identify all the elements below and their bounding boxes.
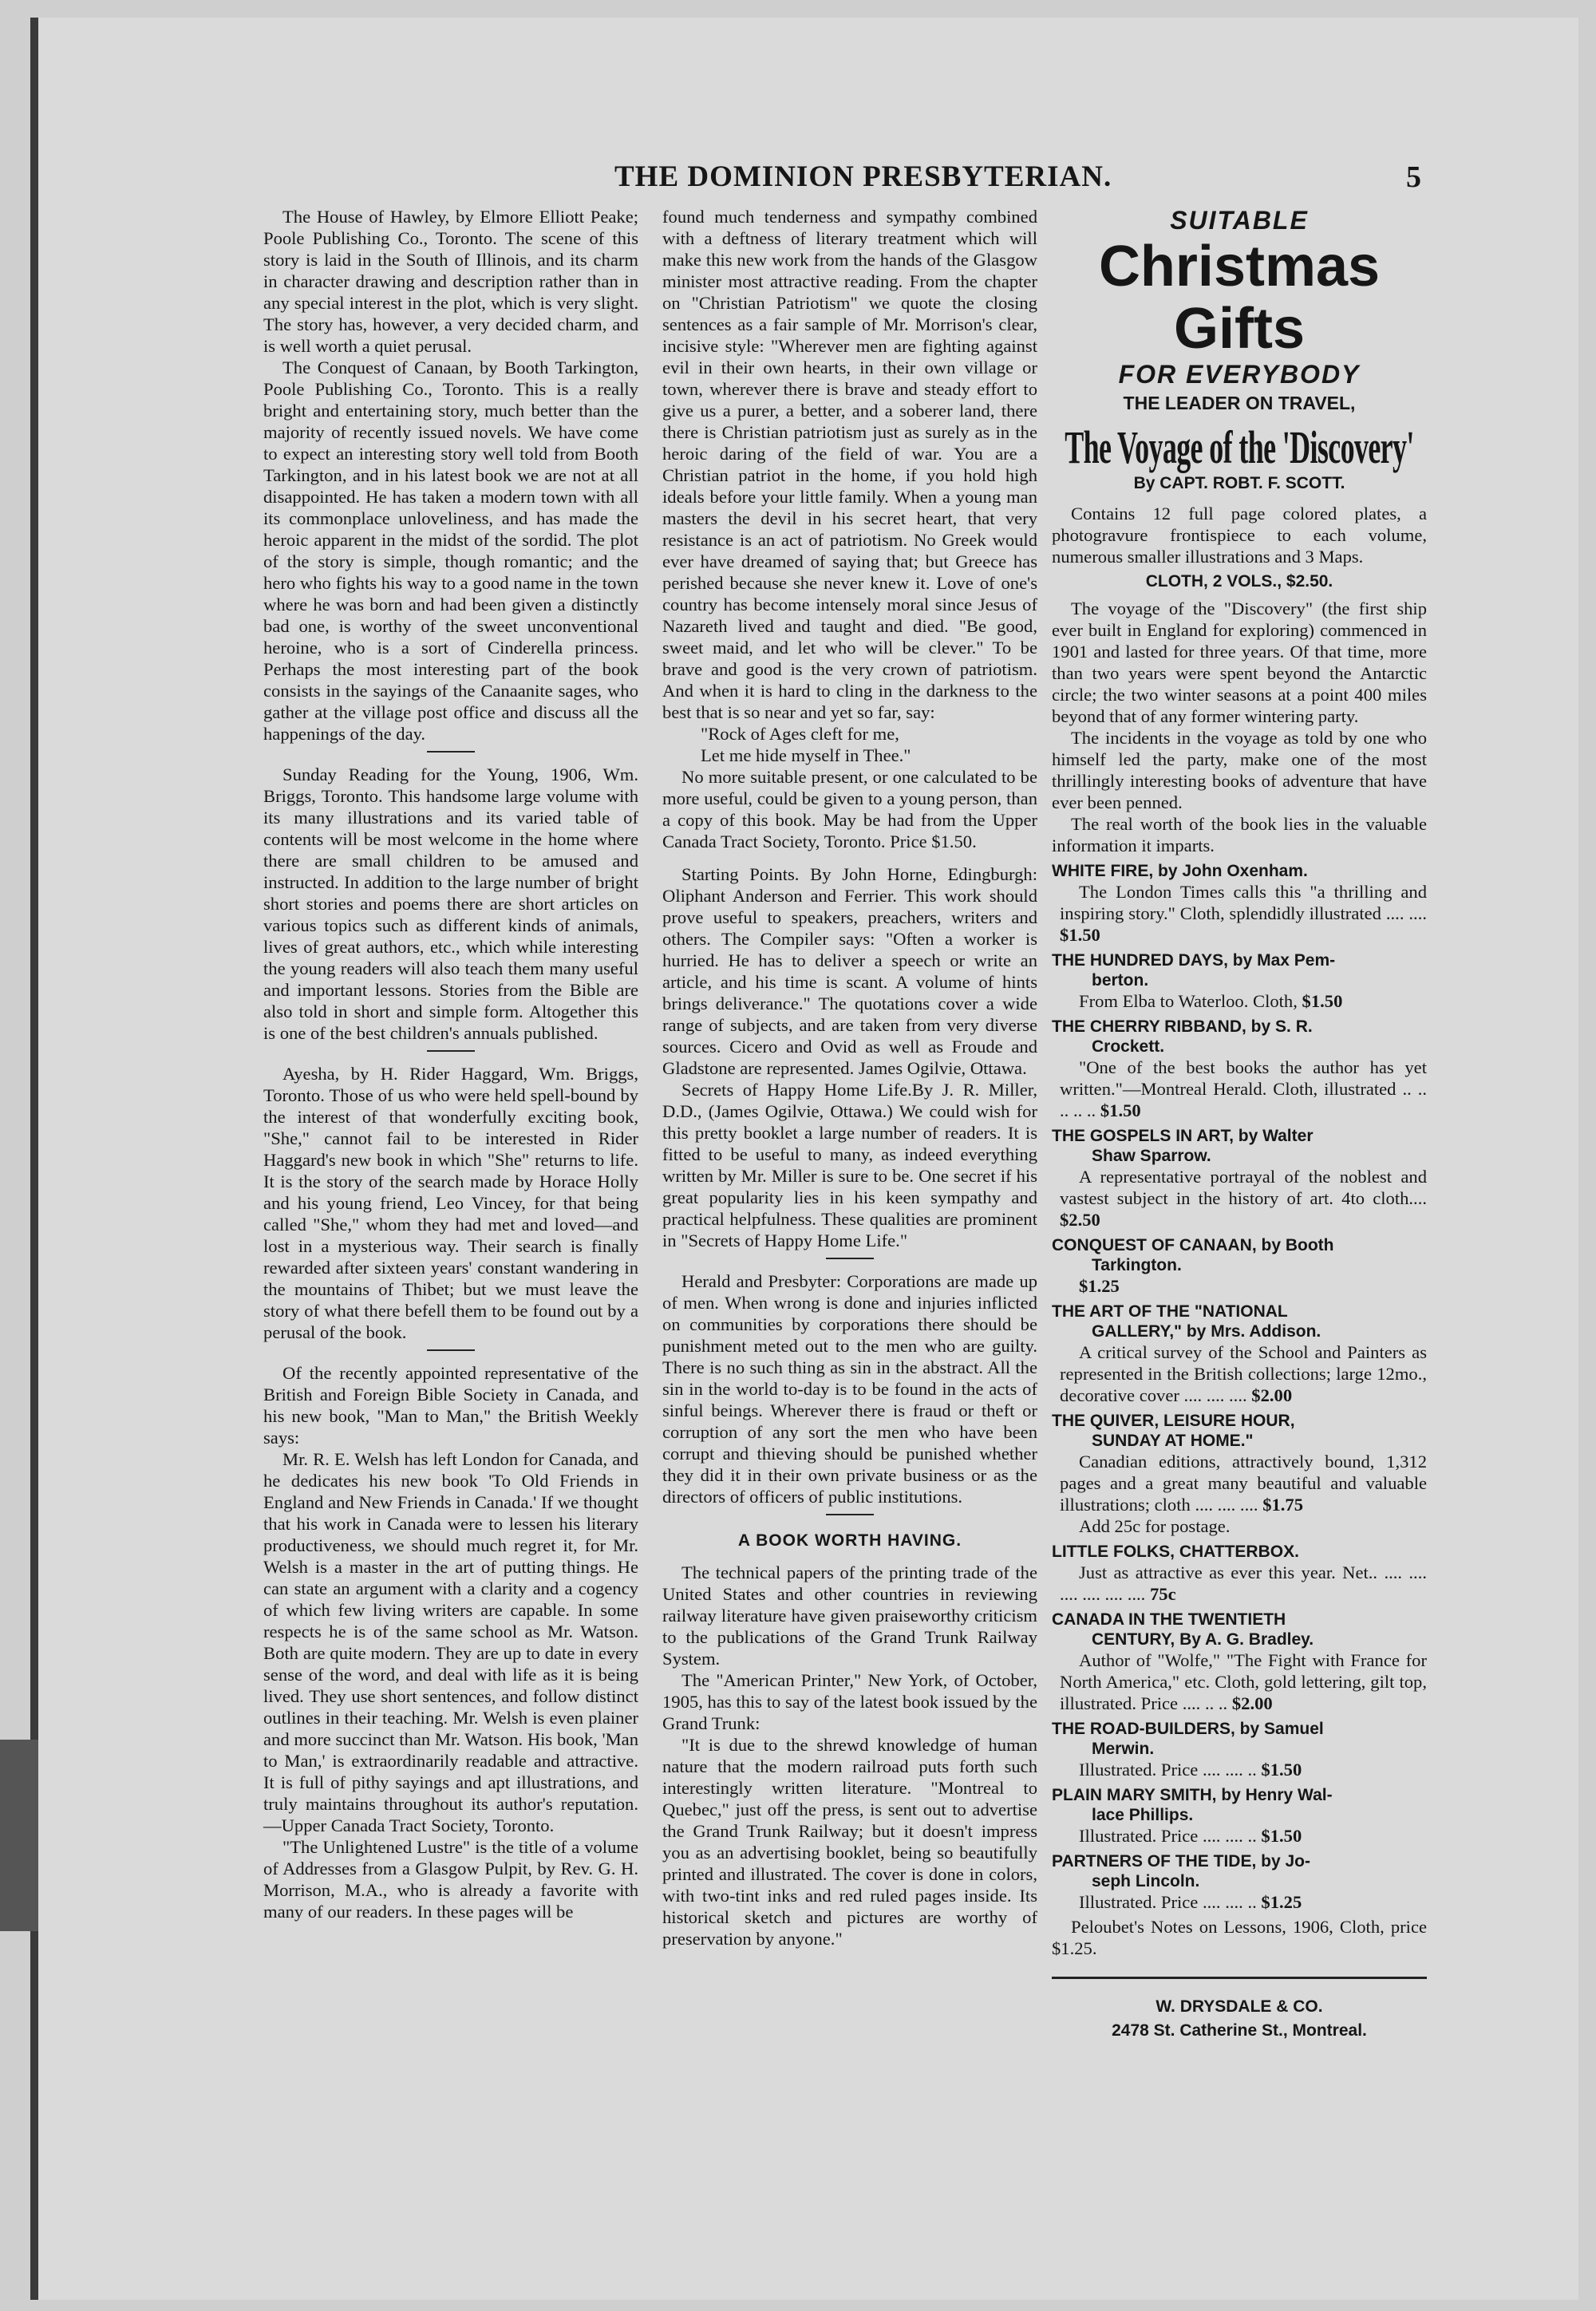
review-secrets-happy-home: Secrets of Happy Home Life.By J. R. Miller, D.D., (James Ogilvie, Ottawa.) We could wish for this pretty booklet a large number of readers. It is fitted to be useful to many, as indeed everything written by Mr. Miller is sure to be. One secret if his great popularity lies in his keen sympathy and practical helpfulness. These qualities are prominent in "Secrets of Happy Home Life." [662, 1080, 1037, 1250]
ad-book-price: $1.25 [1261, 1892, 1302, 1912]
ad-christmas: Christmas [1098, 235, 1381, 298]
ad-book-title-line1: CANADA IN THE TWENTIETH [1052, 1610, 1286, 1629]
ad-voyage-title: The Voyage of the 'Discovery' [1065, 421, 1414, 473]
ad-book-title-line2: Shaw Sparrow. [1092, 1147, 1211, 1165]
review-conquest-of-canaan: The Conquest of Canaan, by Booth Tarkington, Poole Publishing Co., Toronto. This is a really bright and entertaining story, much better than the majority of recently issued novels. We have come to expect an interesting story well told from Booth Tarkington, and in his latest book we are not at all disappointed. He has taken a modern town with all its commonplace unloveliness, and has made the heroic apparent in the midst of the sordid. The plot of the story is simple, though romantic; and the hero who fights his way to a good name in the town where he was born and had been given a distinctly bad one, is worthy of the sweet unconventional heroine, who is a sort of Cinderella princess. Perhaps the most interesting part of the book consists in the sayings of the Canaanite sages, who gather at the village post office and discuss all the happenings of the day. [263, 358, 638, 744]
section-rule [826, 1258, 874, 1259]
ad-book-title-line2: Tarkington. [1092, 1256, 1182, 1274]
section-rule [427, 751, 475, 753]
review-house-of-hawley: The House of Hawley, by Elmore Elliott Peake; Poole Publishing Co., Toronto. The scene of this story is laid in the South of Illinois, and its charm in character drawing and description rather than in any special interest in the plot, which is very slight. The story has, however, a very decided charm, and is well worth a quiet perusal. [263, 207, 638, 356]
ad-book-title [1052, 1542, 1427, 1562]
ad-book-description [1052, 1166, 1427, 1231]
review-lustre-price: No more suitable present, or one calculated to be more useful, could be given to a young person, than a copy of this book. May be had from the Upper Canada Tract Society, Toronto. Price $1.50. [662, 767, 1037, 851]
ad-book-description [1052, 990, 1427, 1012]
ad-book-desc-text: "One of the best books the author has yet written."—Montreal Herald. Cloth, illustrated .. .. .. .. .. [1060, 1057, 1427, 1120]
ad-address: 2478 St. Catherine St., Montreal. [1112, 2021, 1367, 2040]
spacer [662, 852, 1037, 863]
page-edge-shadow [30, 18, 38, 2300]
ad-book-price: $1.75 [1262, 1495, 1304, 1515]
ad-book-entry [1052, 1302, 1427, 1406]
ad-book-price: $1.50 [1060, 925, 1100, 945]
ad-book-title [1052, 950, 1427, 990]
ad-book-title-line2: GALLERY," by Mrs. Addison. [1092, 1322, 1321, 1341]
ad-book-entry [1052, 950, 1427, 1012]
ad-book-title [1052, 1610, 1427, 1649]
ad-headline [1052, 206, 1427, 493]
book-worth-p3: "It is due to the shrewd knowledge of human nature that the modern railroad puts forth such interestingly written literature. "Montreal to Quebec," just off the press, is sent out to advertise the Grand Trunk Railway; but it doesn't impress you as an advertising booklet, being so beautifully printed and illustrated. The cover is done in colors, with two-tint inks and red ruled pages inside. Its historical sketch and pictures are worthy of preservation by anyone." [662, 1735, 1037, 1949]
ad-suitable: SUITABLE [1170, 206, 1309, 235]
ad-book-desc-text: The London Times calls this "a thrilling and inspiring story." Cloth, splendidly illustrated .... .... [1060, 882, 1427, 923]
ad-book-title-line1: THE ART OF THE "NATIONAL [1052, 1302, 1288, 1321]
ad-book-entry [1052, 861, 1427, 946]
ad-book-title [1052, 1851, 1427, 1891]
review-lustre-continued: found much tenderness and sympathy combined with a deftness of literary treatment which will make this new work from the hands of the Glasgow minister most attractive reading. From the chapter on "Christian Patriotism" we quote the closing sentences as a fair sample of Mr. Morrison's clear, incisive style: "Wherever men are fighting against evil in their own hearts, in their own village or town, wherever there is brave and steady effort to give us a purer, a better, and a soberer land, there there is Christian patriotism just as surely as in the heroic daring of the field of war. You are a Christian patriot in the home, if you hold high ideals before your little family. When a young man masters the devil in his secret heart, that very resistance is an act of patriotism. No Greek would ever have dreamed of saying that; but Greece has perished because she never knew it. Love of one's country has become intensely moral since Jesus of Nazareth lived and taught and died. "Be good, sweet maid, and let who will be clever." To be brave and good is the very crown of patriotism. And when it is hard to cling in the darkness to the best that is so near and yet so far, say: [662, 207, 1037, 722]
section-heading-book-worth-having: A BOOK WORTH HAVING. [737, 1531, 962, 1550]
ad-book-title [1052, 1126, 1427, 1166]
ad-book-description [1052, 1451, 1427, 1515]
section-rule [427, 1050, 475, 1052]
section-rule [427, 1349, 475, 1351]
ad-book-entry [1052, 1411, 1427, 1515]
review-ayesha: Ayesha, by H. Rider Haggard, Wm. Briggs, Toronto. Those of us who were held spell-bound by the interest of that wonderfully exciting book, "She," cannot fail to be interested in Rider Haggard's new book in which "She" returns to life. It is the story of the search made by Horace Holly and his young friend, Leo Vincey, for that being called "She," whom they had met and loved—and lost in a mysterious way. Their search is finally rewarded after sixteen years' constant wandering in the mountains of Thibet; but we must leave the story of what there befell them to be found out by a perusal of the book. [263, 1064, 638, 1342]
book-worth-p2: The "American Printer," New York, of October, 1905, has this to say of the latest book issued by the Grand Trunk: [662, 1670, 1037, 1733]
ad-book-price: $1.50 [1261, 1826, 1302, 1846]
ad-book-title-line2: SUNDAY AT HOME." [1092, 1432, 1254, 1450]
ad-book-title-line2: Merwin. [1092, 1740, 1155, 1758]
ad-book-price: 75c [1149, 1584, 1176, 1604]
ad-book-description [1052, 1759, 1427, 1780]
review-unlightened-lustre: "The Unlightened Lustre" is the title of a volume of Addresses from a Glasgow Pulpit, by Rev. G. H. Morrison, M.A., who is already a favorite with many of our readers. In these pages will be [263, 1837, 638, 1922]
ad-book-title [1052, 1302, 1427, 1341]
ad-book-title [1052, 1719, 1427, 1759]
ad-book-title-line1: THE QUIVER, LEISURE HOUR, [1052, 1412, 1295, 1430]
ad-book-price: $1.50 [1261, 1760, 1302, 1780]
ad-book-title [1052, 1411, 1427, 1451]
ad-voyage-contents: Contains 12 full page colored plates, a photogravure frontispiece to each volume, numerous smaller illustrations and 3 Maps. [1052, 504, 1427, 567]
ad-book-desc-text: Just as attractive as ever this year. Net.. .... .... .... .... .... .... [1060, 1562, 1427, 1604]
ad-divider [1052, 1977, 1427, 1979]
ad-book-title [1052, 861, 1427, 881]
ad-book-desc-text: Add 25c for postage. [1079, 1516, 1231, 1536]
ad-book-title-line1: THE HUNDRED DAYS, by Max Pem- [1052, 951, 1336, 970]
ad-peloubet: Peloubet's Notes on Lessons, 1906, Cloth, price $1.25. [1052, 1917, 1427, 1958]
advertisement-column [1052, 206, 1427, 2043]
ad-book-description [1052, 1825, 1427, 1847]
ad-book-title-line2: berton. [1092, 971, 1149, 990]
ad-voyage-p2: The incidents in the voyage as told by one who himself led the party, make one of the most thrillingly interesting books of adventure that have ever been penned. [1052, 728, 1427, 812]
ad-book-desc-text: Illustrated. Price .... .... .. [1079, 1892, 1257, 1912]
ad-voyage-p1: The voyage of the "Discovery" (the first ship ever built in England for exploring) commenced in 1901 and lasted for three years. Of that time, more than two years were spent beyond the Antarctic circle; the two winter seasons at a point 400 miles beyond that of any former wintering party. [1052, 598, 1427, 726]
ad-book-desc-text: From Elba to Waterloo. Cloth, [1079, 991, 1298, 1011]
ad-book-title-line1: PARTNERS OF THE TIDE, by Jo- [1052, 1852, 1310, 1871]
ad-book-entry [1052, 1851, 1427, 1913]
section-rule [826, 1514, 874, 1515]
ad-book-title-line1: CONQUEST OF CANAAN, by Booth [1052, 1236, 1334, 1254]
ad-book-desc-text: Canadian editions, attractively bound, 1,312 pages and a great many beautiful and valuable illustrations; cloth .... .... .... [1060, 1452, 1427, 1515]
ad-book-entry [1052, 1785, 1427, 1847]
ad-book-description [1052, 1341, 1427, 1406]
ad-book-desc-text: A representative portrayal of the noblest and vastest subject in the history of art. 4to cloth.... [1060, 1167, 1427, 1208]
masthead-title: THE DOMINION PRESBYTERIAN. [614, 160, 1112, 193]
ad-book-title-line1: PLAIN MARY SMITH, by Henry Wal- [1052, 1786, 1333, 1804]
binding-fold [0, 1740, 38, 1931]
ad-book-desc-text: Illustrated. Price .... .... .. [1079, 1826, 1257, 1846]
column-1 [263, 206, 638, 1922]
ad-book-description [1052, 1515, 1427, 1537]
ad-book-description [1052, 1275, 1427, 1297]
ad-book-entry [1052, 1515, 1427, 1537]
ad-book-entry [1052, 1610, 1427, 1714]
ad-book-price: $1.50 [1100, 1100, 1141, 1120]
ad-book-title-line2: seph Lincoln. [1092, 1872, 1200, 1890]
ad-book-price: $2.00 [1251, 1385, 1293, 1405]
ad-book-desc-text: Illustrated. Price .... .... .. [1079, 1760, 1257, 1780]
ad-book-title-line1: THE ROAD-BUILDERS, by Samuel [1052, 1720, 1324, 1738]
ad-voyage-p3: The real worth of the book lies in the valuable information it imparts. [1052, 814, 1427, 855]
ad-book-entry [1052, 1719, 1427, 1780]
ad-book-price: $2.00 [1231, 1693, 1273, 1713]
ad-book-title [1052, 1017, 1427, 1057]
ad-book-entry [1052, 1017, 1427, 1121]
ad-book-entry [1052, 1542, 1427, 1605]
ad-book-title-line1: THE CHERRY RIBBAND, by S. R. [1052, 1017, 1313, 1036]
ad-book-title-line2: Crockett. [1092, 1037, 1165, 1056]
review-sunday-reading: Sunday Reading for the Young, 1906, Wm. Briggs, Toronto. This handsome large volume with its many illustrations and its varied table of contents will be most welcome in the home where there are small children to be amused and instructed. In addition to the large number of bright short stories and poems there are short articles on various topics such as different kinds of animals, lives of great authors, etc., which while interesting the young readers will also teach them many useful and important lessons. Stories from the Bible are also told in short and simple form. Altogether this is one of the best children's annuals published. [263, 764, 638, 1043]
review-man-to-man-intro: Of the recently appointed representative of the British and Foreign Bible Society in Canada, and his new book, "Man to Man," the British Weekly says: [263, 1363, 638, 1448]
ad-book-title [1052, 1235, 1427, 1275]
ad-book-title-line2: lace Phillips. [1092, 1806, 1194, 1824]
ad-book-description [1052, 881, 1427, 946]
ad-leader-on-travel: THE LEADER ON TRAVEL, [1123, 393, 1356, 413]
ad-book-entry [1052, 1126, 1427, 1231]
ad-gifts: Gifts [1173, 297, 1305, 361]
ad-book-description [1052, 1562, 1427, 1605]
ad-book-title-line1: WHITE FIRE, by John Oxenham. [1052, 862, 1308, 880]
ad-book-price: $2.50 [1060, 1210, 1100, 1230]
hymn-line-2: Let me hide myself in Thee." [701, 745, 911, 765]
book-worth-p1: The technical papers of the printing trade of the United States and other countries in reviewing railway literature have given praiseworthy criticism to the publications of the Grand Trunk Railway System. [662, 1562, 1037, 1669]
ad-publisher: W. DRYSDALE & CO. [1156, 1997, 1323, 2016]
ad-for-everybody: FOR EVERYBODY [1118, 360, 1361, 389]
ad-book-title [1052, 1785, 1427, 1825]
review-man-to-man-quote: Mr. R. E. Welsh has left London for Canada, and he dedicates his new book 'To Old Friends in England and New Friends in Canada.' If we thought that his work in Canada were to lessen his literary productiveness, we should much regret it, for Mr. Welsh is a master in the art of putting things. He can state an argument with a clarity and a cogency of which few living writers are capable. In some respects he is of the same school as Mr. Watson. Both are quite modern. They are up to date in every sense of the word, and deal with life as it is being lived. They use short sentences, and follow distinct outlines in their teaching. Mr. Welsh is even plainer and more succinct than Mr. Watson. His book, 'Man to Man,' is extraordinarily readable and attractive. It is full of pithy sayings and apt illustrations, and truly maintains throughout its author's reputation. —Upper Canada Tract Society, Toronto. [263, 1449, 638, 1835]
ad-book-description [1052, 1649, 1427, 1714]
review-starting-points: Starting Points. By John Horne, Edingburgh: Oliphant Anderson and Ferrier. This work should prove useful to speakers, preachers, writers and others. The Compiler says: "Often a worker is hurried. He has to deliver a speech or write an article, and his time is scant. A volume of hints brings deliverance." The quotations cover a wide range of subjects, and are taken from very diverse sources. Cicero and Ovid as well as Froude and Gladstone are represented. James Ogilvie, Ottawa. [662, 864, 1037, 1078]
page-number: 5 [1406, 160, 1421, 194]
ad-book-entry [1052, 1235, 1427, 1297]
ad-book-title-line1: LITTLE FOLKS, CHATTERBOX. [1052, 1543, 1299, 1561]
ad-voyage-author: By CAPT. ROBT. F. SCOTT. [1133, 474, 1345, 492]
ad-book-desc-text: A critical survey of the School and Painters as represented in the British collections; large 12mo., decorative cover .... .... .... [1060, 1342, 1427, 1405]
ad-book-description [1052, 1891, 1427, 1913]
ad-book-desc-text: Author of "Wolfe," "The Fight with France for North America," etc. Cloth, gold lettering, gilt top, illustrated. Price .... .. .. [1060, 1650, 1427, 1713]
ad-book-price: $1.25 [1079, 1276, 1120, 1296]
hymn-line-1: "Rock of Ages cleft for me, [701, 724, 899, 744]
ad-book-list [1052, 861, 1427, 1913]
ad-book-price: $1.50 [1302, 991, 1343, 1011]
column-2 [662, 206, 1037, 1950]
ad-voyage-price: CLOTH, 2 VOLS., $2.50. [1145, 572, 1333, 591]
herald-presbyter-note: Herald and Presbyter: Corporations are made up of men. When wrong is done and injuries inflicted on communities by corporations there should be punishment meted out to the men who are guilty. There is no such thing as sin in the abstract. All the sin in the world to-day is to be found in the acts of sinful beings. Wherever there is fraud or theft or corruption of any sort the men who have been corrupt and thieving should be punished whether they did it in their own private business or as the directors of officers of public institutions. [662, 1271, 1037, 1507]
ad-book-title-line1: THE GOSPELS IN ART, by Walter [1052, 1127, 1314, 1145]
ad-book-description [1052, 1057, 1427, 1121]
ad-book-title-line2: CENTURY, By A. G. Bradley. [1092, 1630, 1314, 1649]
